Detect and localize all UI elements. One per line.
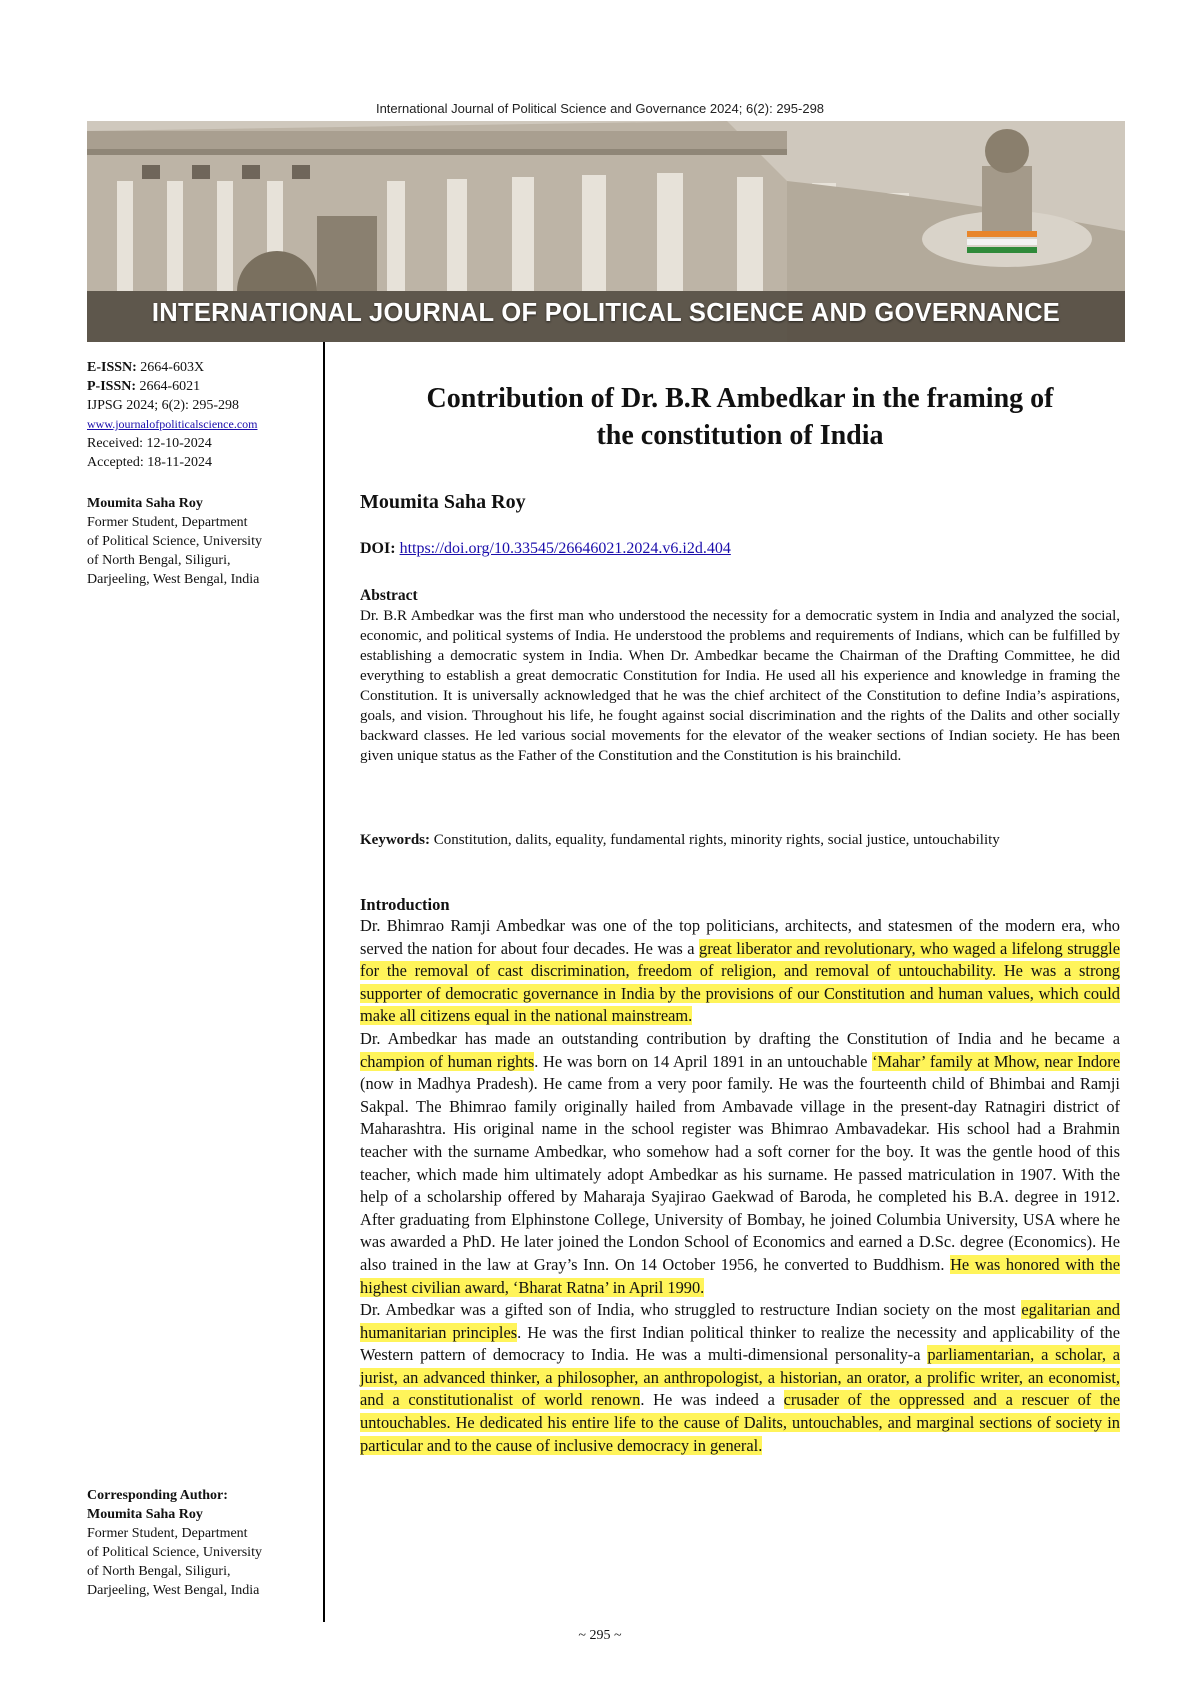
journal-meta bbox=[87, 358, 317, 472]
banner-title: INTERNATIONAL JOURNAL OF POLITICAL SCIENCE AND GOVERNANCE bbox=[151, 299, 1061, 327]
keywords-section bbox=[360, 830, 1120, 850]
title-line-2: the constitution of India bbox=[596, 420, 884, 451]
eissn-value: 2664-603X bbox=[136, 360, 205, 375]
keywords-label: Keywords: bbox=[360, 832, 430, 848]
abstract-section bbox=[360, 586, 1120, 766]
paragraph-1 bbox=[360, 915, 1120, 1028]
paragraph-text: (now in Madhya Pradesh). He came from a very poor family. He was the fourteenth child of Bhimbai and Ramji Sakpal. The Bhimrao family originally hailed from Ambavade village in the present-day Ratnagiri district of Maharashtra. His original name in the school register was Bhimrao Ambavadekar. His school had a Brahmin teacher with the surname Ambedkar, who somehow had a soft corner for the boy. It was the gentle hood of this teacher, which made him ultimately adopt Ambedkar as his surname. He passed matriculation in 1907. With the help of a scholarship offered by Maharaja Syajirao Gaekwad of Baroda, he completed his B.A. degree in 1912. After graduating from Elphinstone College, University of Bombay, he joined Columbia University, USA where he was awarded a PhD. He later joined the London School of Economics and earned a D.Sc. degree (Economics). He also trained in the law at Gray’s Inn. On 14 October 1956, he converted to Buddhism. bbox=[360, 1074, 1120, 1274]
corresponding-label: Corresponding Author: bbox=[87, 1488, 228, 1503]
keywords-text: Constitution, dalits, equality, fundamental rights, minority rights, social justice, untouchability bbox=[430, 832, 1000, 848]
affiliation-line: of North Bengal, Siliguri, bbox=[87, 553, 231, 568]
affiliation-line: Former Student, Department bbox=[87, 1526, 248, 1541]
title-line-1: Contribution of Dr. B.R Ambedkar in the framing of bbox=[426, 383, 1054, 414]
highlighted-text: crusader of the oppressed and a rescuer of the untouchables. He dedicated his entire life to the cause of Dalits, untouchables, and marginal sections of society in particular and to the cause of inclusive democracy in general. bbox=[360, 1390, 1120, 1455]
corresponding-author bbox=[87, 1486, 317, 1600]
doi-label: DOI: bbox=[360, 540, 396, 557]
introduction-section bbox=[360, 895, 1120, 1457]
citation: IJPSG 2024; 6(2): 295-298 bbox=[87, 398, 240, 413]
paragraph-text: Dr. Ambedkar has made an outstanding contribution by drafting the Constitution of India and he became a bbox=[360, 1028, 1120, 1048]
website-link[interactable]: www.journalofpoliticalscience.com bbox=[87, 417, 258, 431]
received-date: Received: 12-10-2024 bbox=[87, 436, 212, 451]
affiliation-line: Darjeeling, West Bengal, India bbox=[87, 1583, 260, 1598]
article-author: Moumita Saha Roy bbox=[360, 491, 526, 513]
paragraph-2 bbox=[360, 1028, 1120, 1299]
doi bbox=[360, 540, 1120, 558]
highlighted-text: egalitarian and humanitarian principles bbox=[360, 1300, 1120, 1342]
affiliation-line: of Political Science, University bbox=[87, 534, 262, 549]
doi-link[interactable]: https://doi.org/10.33545/26646021.2024.v6.i2d.404 bbox=[399, 540, 731, 557]
paragraph-3 bbox=[360, 1299, 1120, 1457]
highlighted-text: champion of human rights bbox=[360, 1051, 535, 1071]
highlighted-text: ‘Mahar’ family at Mhow, near Indore bbox=[872, 1051, 1120, 1071]
abstract-heading: Abstract bbox=[360, 587, 418, 604]
introduction-heading: Introduction bbox=[360, 895, 450, 914]
paragraph-text: Dr. Bhimrao Ramji Ambedkar was one of the top politicians, architects, and statesmen of the modern era, who served the nation for about four decades. He was a bbox=[360, 916, 1120, 958]
author-info bbox=[87, 494, 317, 589]
paragraph-text: . He was indeed a bbox=[640, 1390, 784, 1410]
highlighted-text: parliamentarian, a scholar, a jurist, an advanced thinker, a philosopher, an anthropologist, a historian, an orator, a prolific writer, an economist, and a constitutionalist of world renown bbox=[360, 1345, 1120, 1410]
article-title bbox=[360, 380, 1120, 454]
running-header: International Journal of Political Science and Governance 2024; 6(2): 295-298 bbox=[375, 101, 825, 116]
eissn-label: E-ISSN: bbox=[87, 360, 137, 375]
paragraph-text: Dr. Ambedkar was a gifted son of India, who struggled to restructure Indian society on the most bbox=[360, 1300, 1022, 1320]
accepted-date: Accepted: 18-11-2024 bbox=[87, 455, 213, 470]
pissn-label: P-ISSN: bbox=[87, 379, 137, 394]
abstract-text: Dr. B.R Ambedkar was the first man who understood the necessity for a democratic system in India and analyzed the social, economic, and political systems of India. He understood the problems and requirements of Indians, which can be fulfilled by establishing a democratic system in India. When Dr. Ambedkar became the Chairman of the Drafting Committee, he did everything to establish a great democratic Constitution for India. He used all his experience and knowledge in framing the Constitution. It is universally acknowledged that he was the chief architect of the Constitution to define India’s aspirations, goals, and vision. Throughout his life, he fought against social discrimination and the rights of the Dalits and other socially backward classes. He led various social movements for the elevator of the weaker sections of Indian society. He has been given unique status as the Father of the Constitution and the Constitution is his brainchild. bbox=[360, 608, 1120, 764]
highlighted-text: He was honored with the highest civilian award, ‘Bharat Ratna’ in April 1990. bbox=[360, 1254, 1120, 1297]
affiliation-line: of Political Science, University bbox=[87, 1545, 262, 1560]
corresponding-name: Moumita Saha Roy bbox=[87, 1507, 203, 1522]
journal-banner bbox=[87, 121, 1125, 342]
paragraph-text: . He was born on 14 April 1891 in an untouchable bbox=[534, 1051, 873, 1071]
column-divider bbox=[323, 342, 325, 1622]
affiliation-line: of North Bengal, Siliguri, bbox=[87, 1564, 231, 1579]
highlighted-text: great liberator and revolutionary, who waged a lifelong struggle for the removal of cast discrimination, freedom of religion, and removal of untouchability. He was a strong supporter of democratic governance in India by the provisions of our Constitution and human values, which could make all citizens equal in the national mainstream. bbox=[360, 938, 1120, 1026]
sidebar-author-name: Moumita Saha Roy bbox=[87, 496, 203, 511]
paragraph-text: . He was the first Indian political thinker to realize the necessity and applicability of the Western pattern of democracy to India. He was a multi-dimensional personality-a bbox=[360, 1322, 1120, 1365]
page-number: ~ 295 ~ bbox=[578, 1628, 622, 1643]
affiliation-line: Darjeeling, West Bengal, India bbox=[87, 572, 260, 587]
affiliation-line: Former Student, Department bbox=[87, 515, 248, 530]
pissn-value: 2664-6021 bbox=[136, 379, 201, 394]
